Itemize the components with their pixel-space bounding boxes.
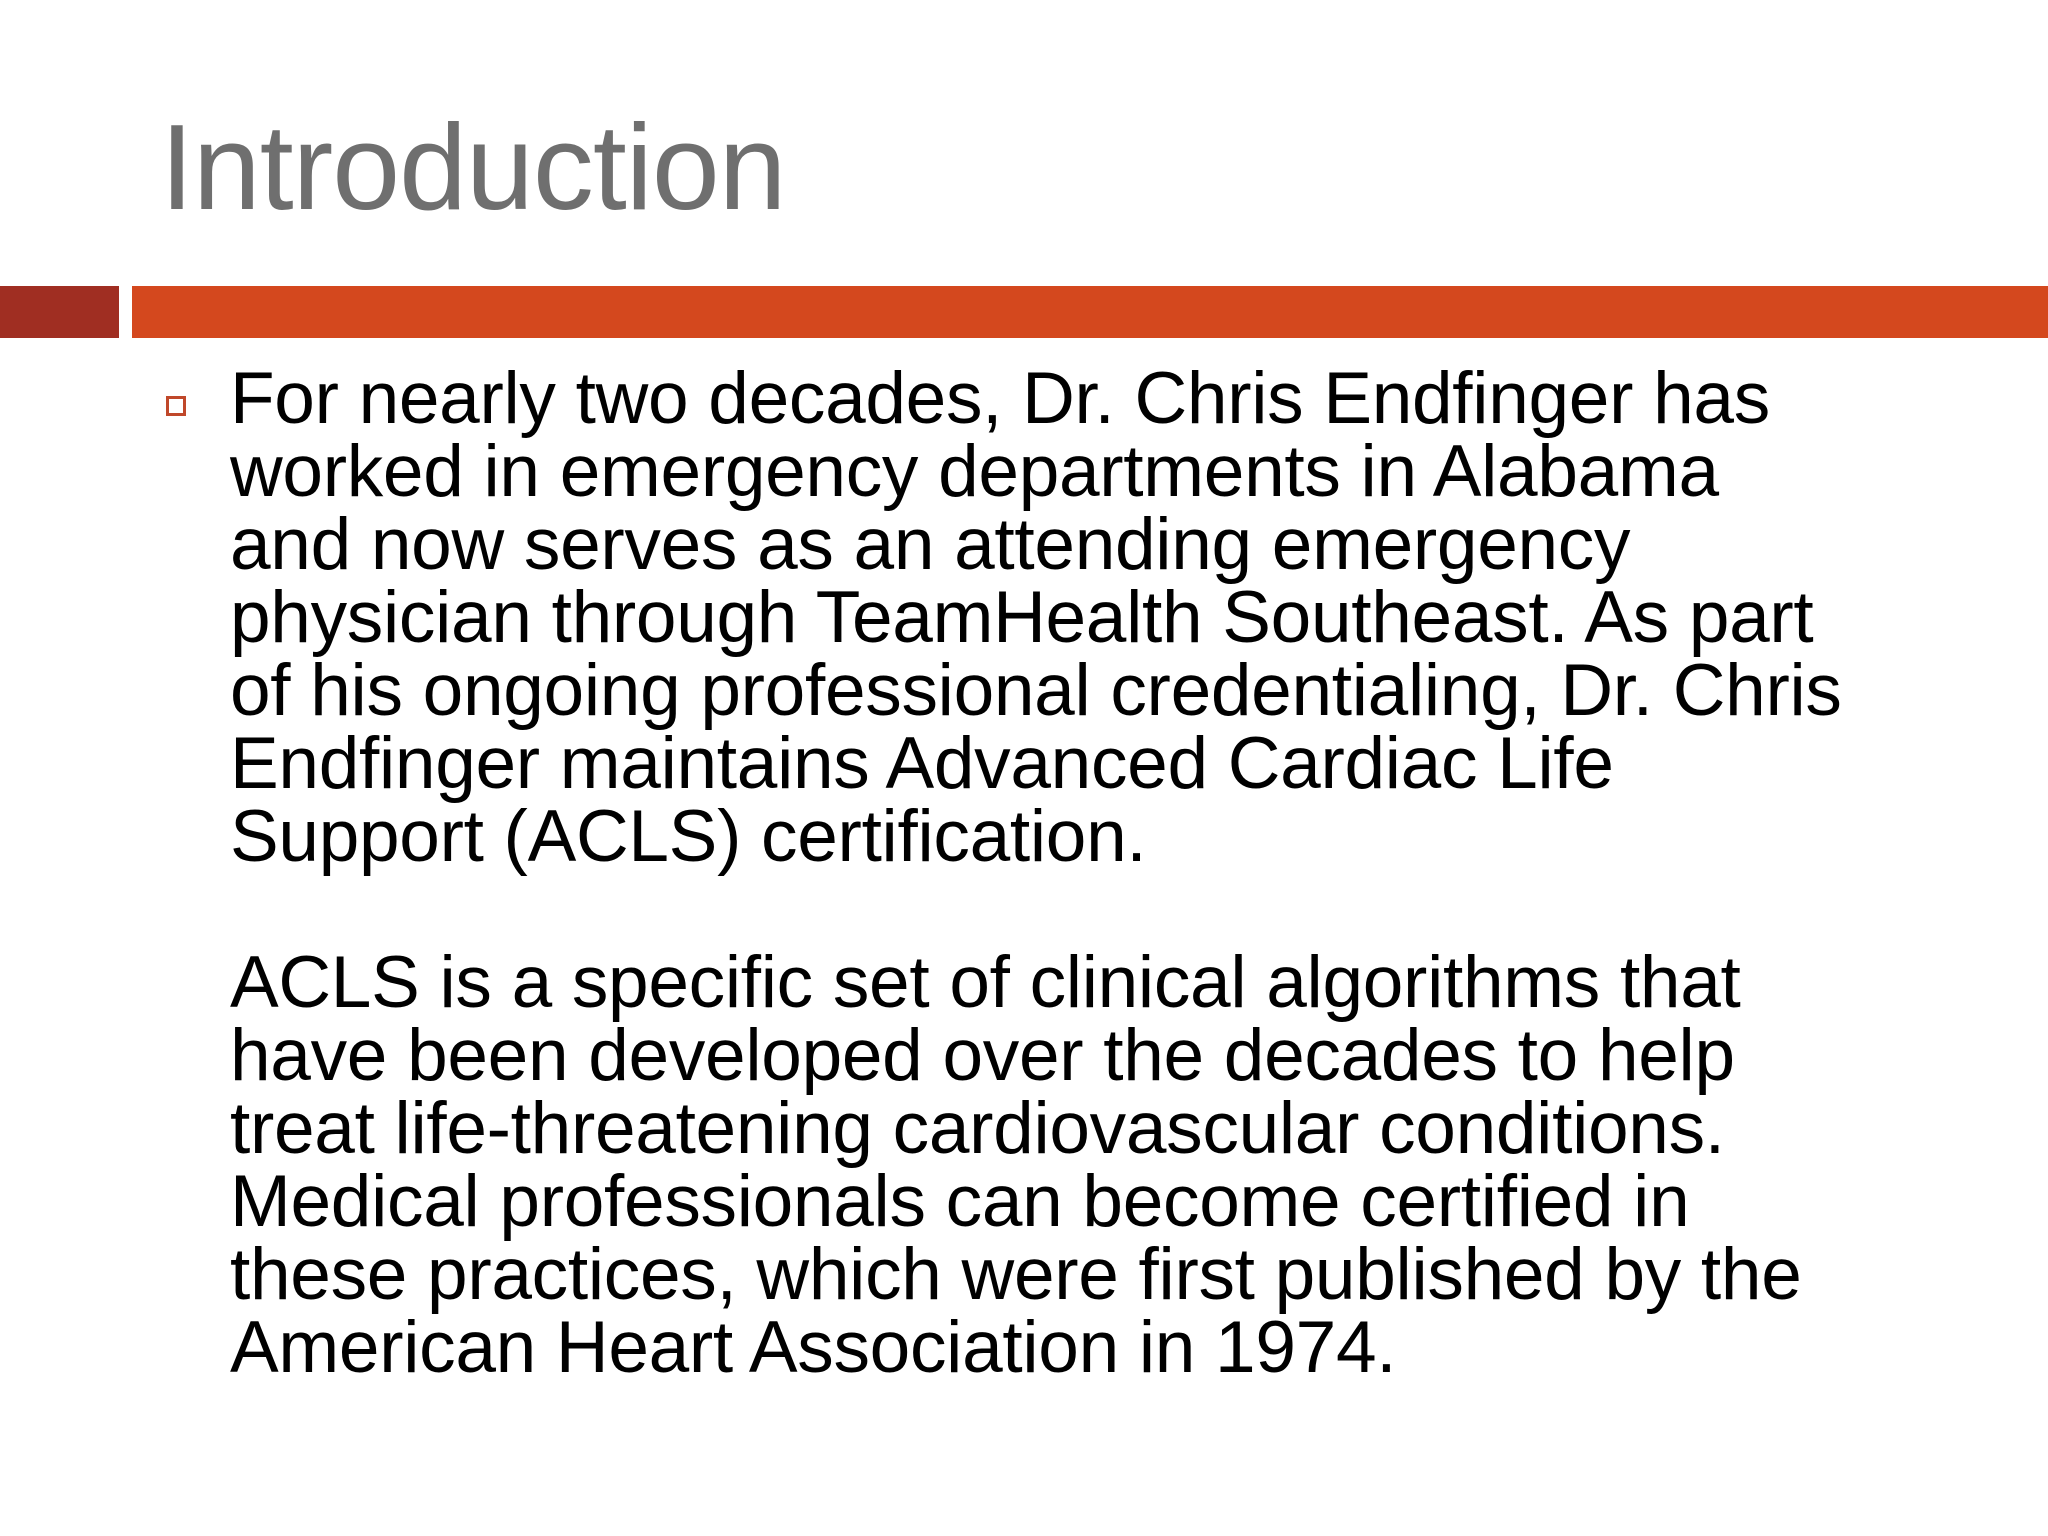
- title-divider-bar: [132, 286, 2048, 338]
- slide-body: [162, 358, 1962, 1388]
- body-paragraph-2: ACLS is a specific set of clinical algorithms that have been developed over the decades to help treat life-threatening cardiovascular conditions. Medical professionals can become certified in these practices, which were first published by the American Heart Association in 1974.: [230, 942, 1802, 1388]
- square-outline-bullet-icon: [166, 396, 186, 416]
- body-paragraph-1: For nearly two decades, Dr. Chris Endfinger has worked in emergency departments in Alabama and now serves as an attending emergency physician through TeamHealth Southeast. As part of his ongoing professional credentialing, Dr. Chris Endfinger maintains Advanced Cardiac Life Support (ACLS) certification.: [230, 358, 1842, 877]
- title-divider-accent-left: [0, 286, 119, 338]
- bullet-item: [162, 358, 1962, 1388]
- slide-title: Introduction: [160, 99, 786, 235]
